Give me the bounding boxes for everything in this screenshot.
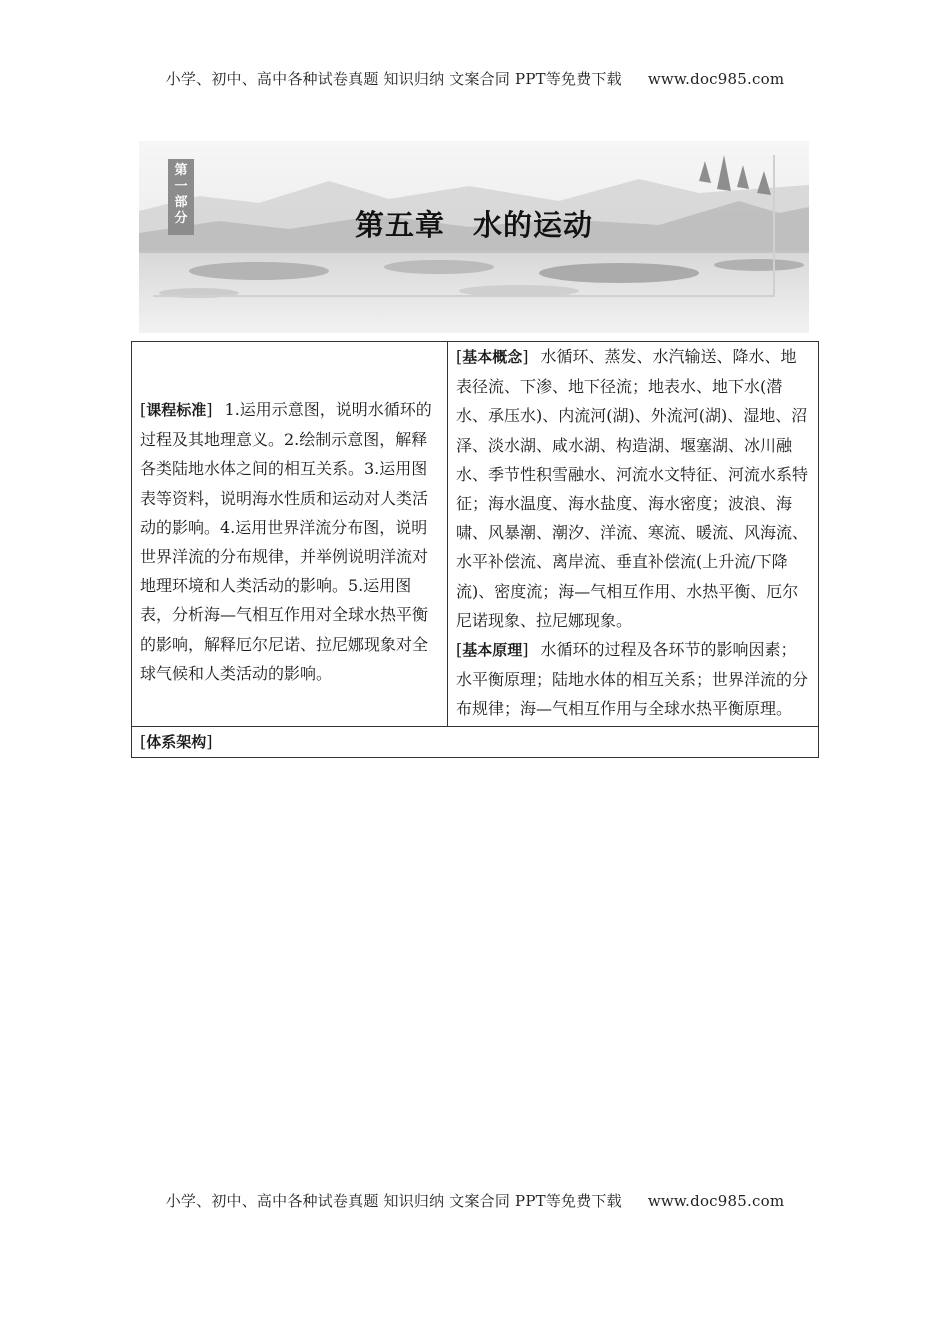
concepts-text: 水循环、蒸发、水汽输送、降水、地表径流、下渗、地下径流；地表水、地下水(潜水、承压水)、内流河(湖)、外流河(湖)、湿地、沼泽、淡水湖、咸水湖、构造湖、堰塞湖、冰川融水、季节性积雪融水、河流水文特征、河流水系特征；海水温度、海水盐度、海水密度；波浪、海啸、风暴潮、潮汐、洋流、寒流、暖流、风海流、水平补偿流、离岸流、垂直补偿流(上升流/下降流)、密度流；海—气相互作用、水热平衡、厄尔尼诺现象、拉尼娜现象。: [456, 347, 809, 630]
part-char: 第: [174, 163, 188, 178]
principles-text: 水循环的过程及各环节的影响因素；水平衡原理；陆地水体的相互关系；世界洋流的分布规律；海—气相互作用与全球水热平衡原理。: [456, 640, 809, 719]
chapter-name: 水的运动: [473, 208, 594, 242]
footer-text: 小学、初中、高中各种试卷真题 知识归纳 文案合同 PPT等免费下载: [165, 1192, 622, 1210]
concepts-block: [456, 342, 812, 635]
table-row: [132, 726, 819, 757]
header-text: 小学、初中、高中各种试卷真题 知识归纳 文案合同 PPT等免费下载: [165, 70, 622, 88]
part-char: 部: [174, 195, 188, 210]
part-char: 分: [174, 211, 188, 226]
system-label: [体系架构]: [140, 731, 213, 751]
system-cell: [132, 726, 819, 757]
page-footer: [0, 1190, 950, 1211]
footer-url[interactable]: www.doc985.com: [647, 1192, 785, 1210]
chapter-banner: [139, 141, 809, 333]
concepts-cell: [448, 342, 819, 727]
standard-text: 1.运用示意图，说明水循环的过程及其地理意义。2.绘制示意图，解释各类陆地水体之间的相互关系。3.运用图表等资料，说明海水性质和运动对人类活动的影响。4.运用世界洋流分布图，说明世界洋流的分布规律，并举例说明洋流对地理环境和人类活动的影响。5.运用图表，分析海—气相互作用对全球水热平衡的影响，解释厄尔尼诺、拉尼娜现象对全球气候和人类活动的影响。: [140, 400, 432, 683]
part-char: 一: [174, 179, 188, 194]
page-header: [0, 68, 950, 89]
header-url[interactable]: www.doc985.com: [647, 70, 785, 88]
chapter-number: 第五章: [354, 208, 445, 242]
concepts-label: [基本概念]: [456, 347, 529, 366]
table-row: [132, 342, 819, 727]
standard-cell: [132, 342, 448, 727]
standard-label: [课程标准]: [140, 400, 213, 419]
curriculum-table: [131, 341, 819, 758]
principles-block: [456, 635, 812, 724]
principles-label: [基本原理]: [456, 640, 529, 660]
chapter-title: [139, 203, 809, 244]
